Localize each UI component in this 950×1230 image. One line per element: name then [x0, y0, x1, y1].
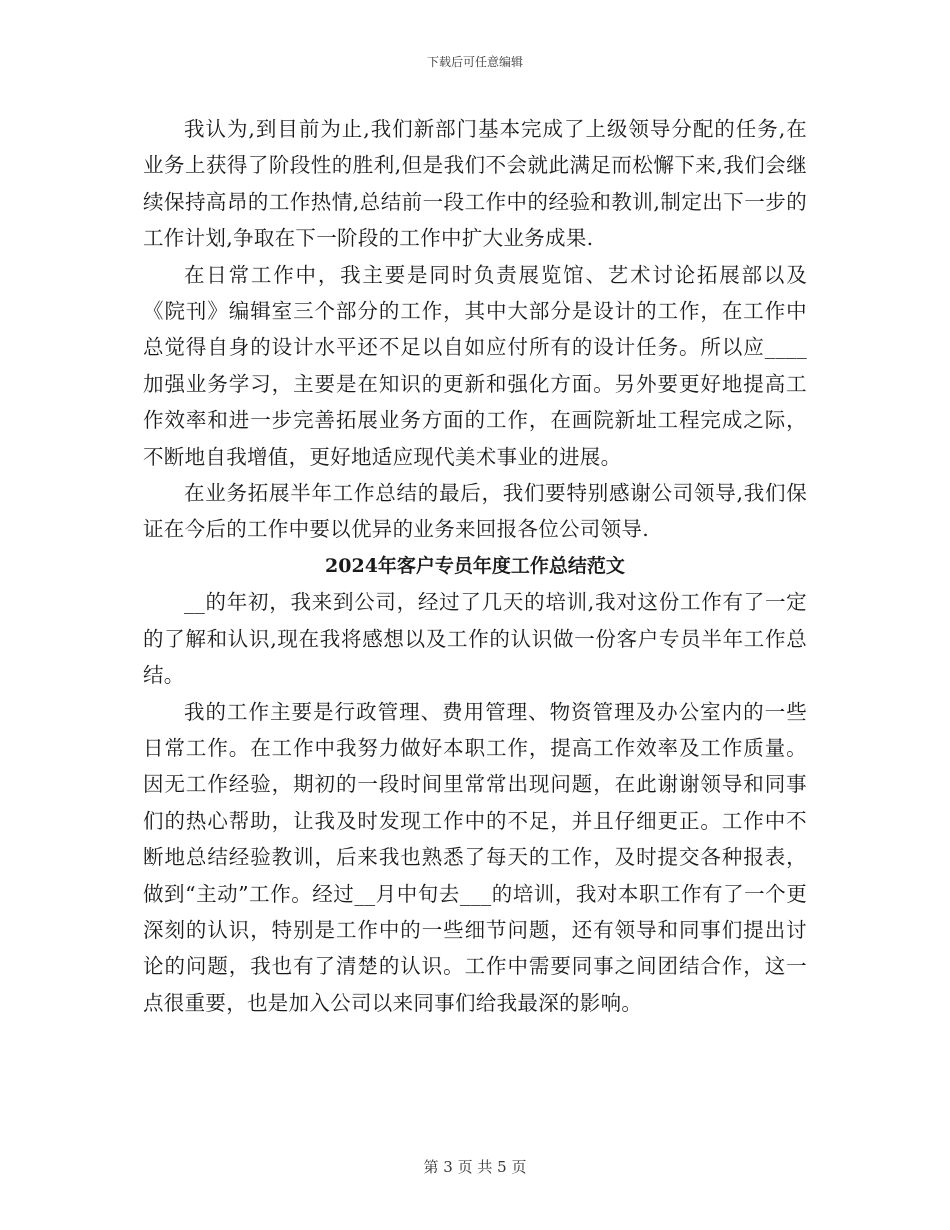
page-number: 第 3 页 共 5 页 — [423, 1158, 527, 1176]
paragraph-work-duties: 我的工作主要是行政管理、费用管理、物资管理及办公室内的一些日常工作。在工作中我努力做好本职工作，提高工作效率及工作质量。因无工作经验，期初的一段时间里常常出现问题，在此谢谢领导和同事们的热心帮助，让我及时发现工作中的不足，并且仔细更正。工作中不断地总结经验教训，后来我也熟悉了每天的工作，及时提交各种报表，做到“主动”工作。经过__月中旬去___的培训，我对本职工作有了一个更深刻的认识，特别是工作中的一些细节问题，还有领导和同事们提出讨论的问题，我也有了清楚的认识。工作中需要同事之间团结合作，这一点很重要，也是加入公司以来同事们给我最深的影响。 — [143, 699, 807, 1015]
document-body — [143, 111, 807, 1021]
page-header: 下载后可任意编辑 — [426, 55, 523, 69]
paragraph-intro: __的年初，我来到公司，经过了几天的培训,我对这份工作有了一定的了解和认识,现在我将感想以及工作的认识做一份客户专员半年工作总结。 — [143, 590, 807, 688]
paragraph-conclusion: 我认为,到目前为止,我们新部门基本完成了上级领导分配的任务,在业务上获得了阶段性的胜利,但是我们不会就此满足而松懈下来,我们会继续保持高昂的工作热情,总结前一段工作中的经验和教训,制定出下一步的工作计划,争取在下一阶段的工作中扩大业务成果. — [143, 117, 807, 251]
paragraph-thanks: 在业务拓展半年工作总结的最后，我们要特别感谢公司领导,我们保证在今后的工作中要以优异的业务来回报各位公司领导. — [143, 481, 807, 542]
paragraph-daily-work: 在日常工作中，我主要是同时负责展览馆、艺术讨论拓展部以及《院刊》编辑室三个部分的工作，其中大部分是设计的工作，在工作中总觉得自身的设计水平还不足以自如应付所有的设计任务。所以应____加强业务学习，主要是在知识的更新和强化方面。另外要更好地提高工作效率和进一步完善拓展业务方面的工作，在画院新址工程完成之际，不断地自我增值，更好地适应现代美术事业的进展。 — [143, 262, 807, 469]
section-title: 2024年客户专员年度工作总结范文 — [325, 554, 625, 577]
